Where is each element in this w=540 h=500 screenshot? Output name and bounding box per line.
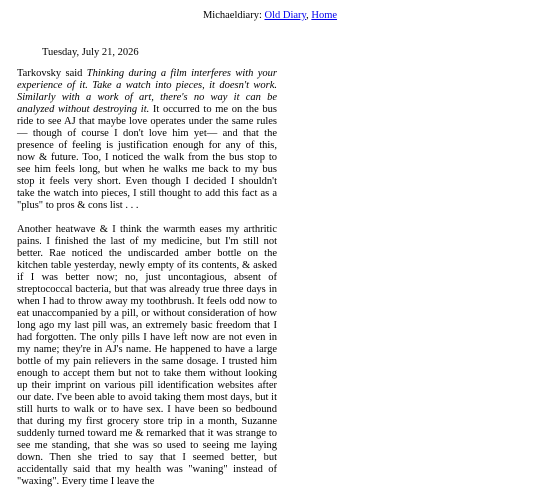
old-diary-link[interactable]: Old Diary bbox=[264, 10, 307, 21]
entry-date: Tuesday, July 21, 2026 bbox=[42, 47, 139, 58]
paragraph-2-text: Another heatwave & I think the warmth eases my arthritic pains. I finished the last of my medicine, but I'm still not better. Rae noticed the undiscarded amber bottle on the kitchen table yesterday, newly empty of its contents, & asked if I was better now; no, just uncontagious, absent of streptococcal bacteria, but that was already true three days in when I had to throw away my toothbrush. It feels odd now to eat unaccompanied by a pill, or without consideration of how long ago my last pill was, an extremely basic freedom that I had forgotten. The only pills I have left now are not even in my name; they're in AJ's name. He happened to have a large bottle of my pain relievers in the same dosage. I trusted him enough to accept them but not to take them without looking up their imprint on various pill identification websites after our date. I've been able to avoid taking them most days, but it still hurts to walk or to have sex. I have been so bedbound that during my first grocery store trip in a month, Suzanne suddenly turned toward me & remarked that it was strange to see me standing, that she was so used to seeing me laying down. Then she tried to say that I seemed better, but accidentally said that my health was "waning" instead of "waxing". Every time I leave the bbox=[17, 224, 277, 487]
paragraph-2 bbox=[17, 224, 277, 488]
paragraph-1-quote: Thinking during a film interferes with your experience of it. Take a watch into pieces, it doesn't work. Similarly with a work of art, there's no way it can be analyzed without destroying it. bbox=[17, 68, 278, 115]
entry-body bbox=[17, 68, 277, 500]
paragraph-1 bbox=[17, 68, 277, 212]
link-separator: , bbox=[306, 10, 309, 21]
home-link[interactable]: Home bbox=[311, 10, 338, 21]
paragraph-1-segment-1: Tarkovsky said bbox=[17, 68, 87, 79]
site-name: Michaeldiary: bbox=[202, 10, 262, 21]
site-header bbox=[0, 10, 540, 22]
paragraph-1-segment-3: It occurred to me on the bus ride to see AJ that maybe love operates under the same rules— though of course I don't love him yet— and that the presence of feeling is justification enough for any of this, now & future. Too, I noticed the walk from the bus stop to see him feels long, but when he walks me back to my bus stop it feels very short. Even though I decided I shouldn't take the watch into pieces, I still thought to add this fact as a "plus" to pros & cons list . . . bbox=[17, 104, 277, 211]
